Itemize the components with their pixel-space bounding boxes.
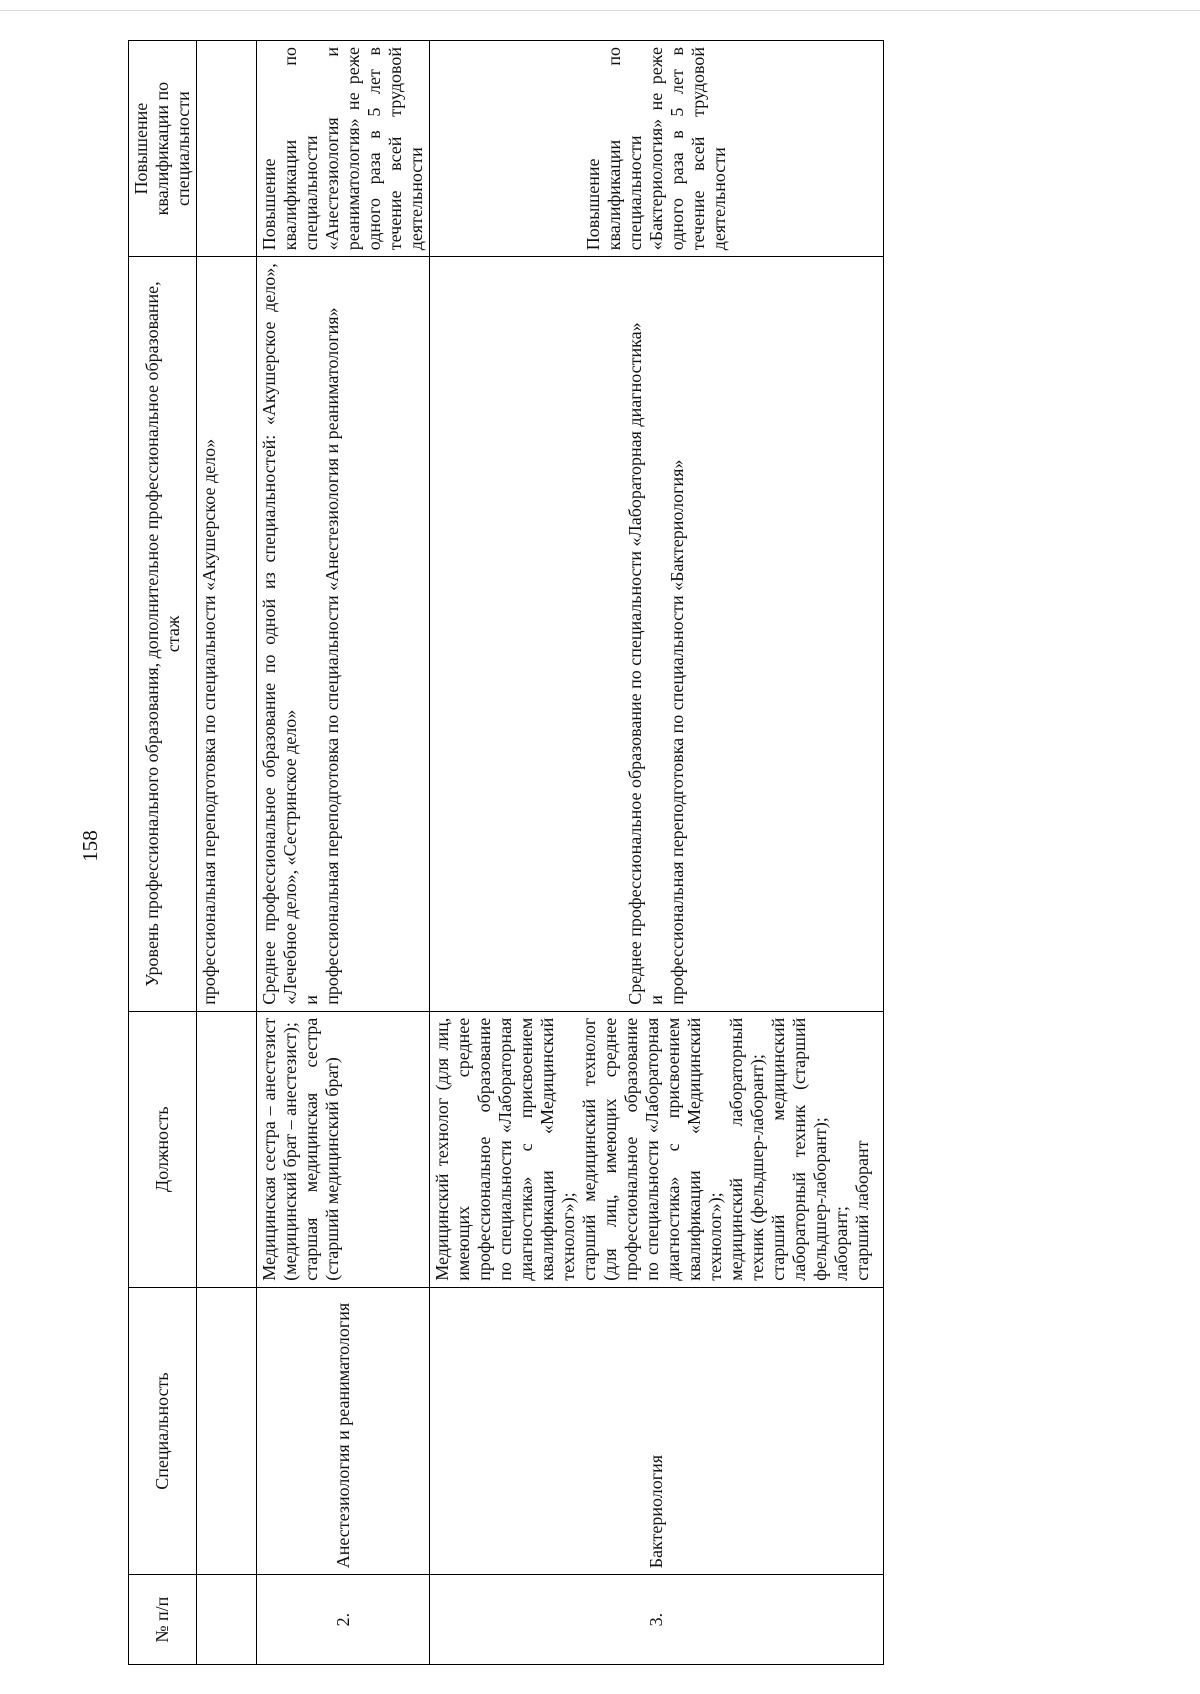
position-line: старшая медицинская сестра (старший медицинский брат) xyxy=(301,1017,342,1281)
education-line: и xyxy=(646,995,666,1005)
table-row xyxy=(430,41,884,1665)
row-position xyxy=(430,1011,884,1287)
position-line: Медицинский технолог (для лиц, имеющих среднее профессиональное образование по специальности «Лабораторная диагностика» с присвоением квалификации «Медицинский технолог»); xyxy=(432,1017,578,1281)
table-rotation-frame xyxy=(128,40,1200,1665)
education-line: Среднее профессиональное образование по одной из специальностей: «Акушерское дело», «Лечебное дело», «Сестринское дело» xyxy=(259,263,300,1005)
row-position xyxy=(257,1011,430,1287)
education-line: профессиональная переподготовка по специальности «Акушерское дело» xyxy=(199,438,219,1005)
position-line: старший медицинский лабораторный техник (старший фельдшер-лаборант); xyxy=(768,1017,830,1281)
scan-edge xyxy=(0,0,1200,11)
row-position xyxy=(197,1011,257,1287)
row-specialty: Анестезиология и реаниматология xyxy=(257,1287,430,1575)
row-education xyxy=(197,257,257,1011)
page-number: 158 xyxy=(78,830,102,862)
row-education xyxy=(430,257,884,1011)
row-num: 3. xyxy=(430,1575,884,1665)
education-line: профессиональная переподготовка по специальности «Анестезиология и реаниматология» xyxy=(322,307,342,1005)
table-row xyxy=(257,41,430,1665)
table-row xyxy=(197,41,257,1665)
position-line: медицинский лабораторный техник (фельдшер-лаборант); xyxy=(726,1017,767,1281)
header-position: Должность xyxy=(129,1011,197,1287)
row-education xyxy=(257,257,430,1011)
position-line: старший лаборант xyxy=(852,1140,872,1281)
row-specialty: Бактериология xyxy=(430,1287,884,1575)
row-qualification: Повышение квалификации по специальности «Бактериология» не реже одного раза в 5 лет в течение всей трудовой деятельности xyxy=(430,41,884,257)
row-num: 2. xyxy=(257,1575,430,1665)
position-line: лаборант; xyxy=(831,1206,851,1281)
education-line: и xyxy=(301,995,321,1005)
position-line: Медицинская сестра – анестезист (медицинский брат – анестезист); xyxy=(259,1017,300,1281)
row-num xyxy=(197,1575,257,1665)
education-line: Среднее профессиональное образование по специальности «Лабораторная диагностика» xyxy=(625,322,645,1005)
row-qualification xyxy=(197,41,257,257)
education-line: профессиональная переподготовка по специальности «Бактериология» xyxy=(667,459,687,1005)
header-qualification: Повышение квалификации по специальности xyxy=(129,41,197,257)
qualification-table xyxy=(128,40,1200,1665)
header-specialty: Специальность xyxy=(129,1287,197,1575)
row-specialty xyxy=(197,1287,257,1575)
header-num: № п/п xyxy=(129,1575,197,1665)
position-line: старший медицинский технолог (для лиц, имеющих среднее профессиональное образование по специальности «Лабораторная диагностика» с присвоением квалификации «Медицинский технолог»); xyxy=(579,1017,725,1281)
row-qualification: Повышение квалификации по специальности «Анестезиология и реаниматология» не реже одного раза в 5 лет в течение всей трудовой деятельности xyxy=(257,41,430,257)
header-education: Уровень профессионального образования, дополнительное профессиональное образование, стаж xyxy=(129,257,197,1011)
